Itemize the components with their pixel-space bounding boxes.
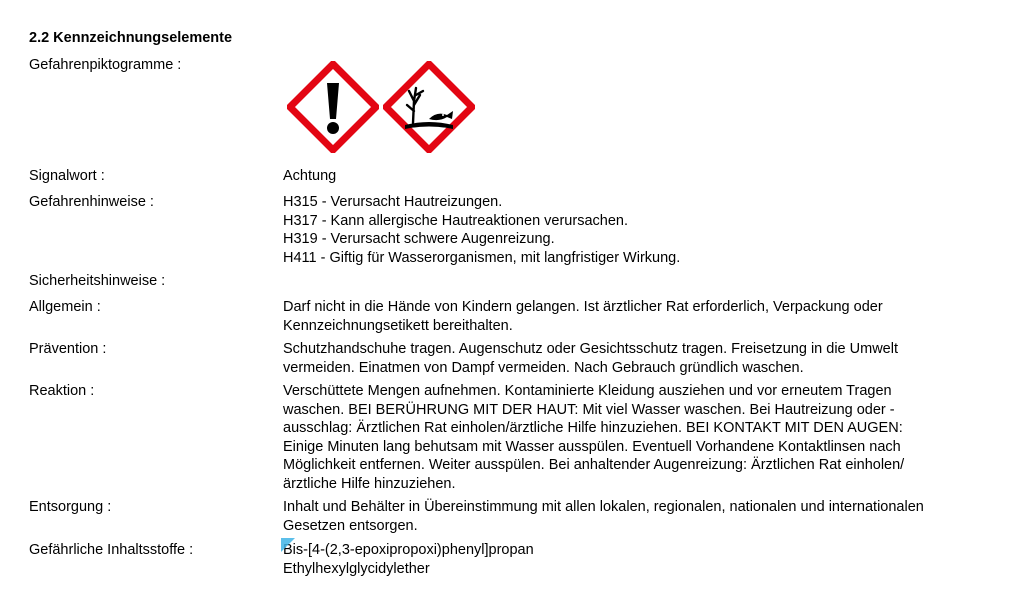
- text-line: Inhalt und Behälter in Übereinstimmung mit allen lokalen, regionalen, nationalen und internationalen: [283, 499, 924, 515]
- reaktion-value: [283, 382, 993, 493]
- exclamation-mark-icon: [287, 61, 379, 153]
- text-line: ausschlag: Ärztlichen Rat einholen/ärztliche Hilfe hinzuziehen. BEI KONTAKT MIT DEN AUGEN:: [283, 420, 903, 436]
- signalwort-label: Signalwort :: [29, 168, 105, 184]
- pictograms-label: Gefahrenpiktogramme :: [29, 57, 182, 73]
- hazard-statement: H319 - Verursacht schwere Augenreizung.: [283, 231, 555, 247]
- text-line: Gesetzen entsorgen.: [283, 517, 418, 534]
- text-line: waschen. BEI BERÜHRUNG MIT DER HAUT: Mit viel Wasser waschen. Bei Hautreizung oder -: [283, 401, 895, 418]
- entsorgung-value: [283, 498, 993, 535]
- hazard-statement: H315 - Verursacht Hautreizungen.: [283, 194, 503, 210]
- text-line: Möglichkeit entfernen. Weiter ausspülen. Bei anhaltender Augenreizung: Ärztlichen Rat einholen/: [283, 457, 905, 473]
- section-heading: 2.2 Kennzeichnungselemente: [29, 30, 233, 46]
- hazard-statement: H411 - Giftig für Wasserorganismen, mit langfristiger Wirkung.: [283, 249, 681, 266]
- text-line: Einige Minuten lang behutsam mit Wasser ausspülen. Eventuell Vorhandene Kontaktlinsen nach: [283, 438, 901, 455]
- sicherheitshinweise-label: Sicherheitshinweise :: [29, 273, 166, 289]
- praevention-label: Prävention :: [29, 341, 107, 357]
- text-line: Kennzeichnungsetikett bereithalten.: [283, 317, 513, 334]
- signalwort-value: Achtung: [283, 168, 337, 184]
- pictograms-row: [287, 61, 475, 153]
- allgemein-label: Allgemein :: [29, 299, 101, 315]
- text-line: ärztliche Hilfe hinzuziehen.: [283, 475, 456, 492]
- environment-icon: [383, 61, 475, 153]
- reaktion-label: Reaktion :: [29, 383, 95, 399]
- text-line: vermeiden. Einatmen von Dampf vermeiden. Nach Gebrauch gründlich waschen.: [283, 359, 804, 376]
- inhaltsstoffe-label: Gefährliche Inhaltsstoffe :: [29, 542, 194, 558]
- ingredient-item: Bis-[4-(2,3-epoxipropoxi)phenyl]propan: [283, 541, 993, 560]
- gefahrenhinweise-value: [283, 193, 993, 267]
- inhaltsstoffe-value: [283, 541, 993, 578]
- text-line: Darf nicht in die Hände von Kindern gelangen. Ist ärztlicher Rat erforderlich, Verpackung oder: [283, 299, 883, 315]
- entsorgung-label: Entsorgung :: [29, 499, 112, 515]
- ingredient-item: Ethylhexylglycidylether: [283, 560, 430, 577]
- text-line: Schutzhandschuhe tragen. Augenschutz oder Gesichtsschutz tragen. Freisetzung in die Umwelt: [283, 341, 898, 357]
- gefahrenhinweise-label: Gefahrenhinweise :: [29, 194, 154, 210]
- text-line: Verschüttete Mengen aufnehmen. Kontaminierte Kleidung ausziehen und vor erneutem Tragen: [283, 383, 892, 399]
- allgemein-value: [283, 298, 993, 335]
- praevention-value: [283, 340, 993, 377]
- hazard-statement: H317 - Kann allergische Hautreaktionen verursachen.: [283, 212, 628, 229]
